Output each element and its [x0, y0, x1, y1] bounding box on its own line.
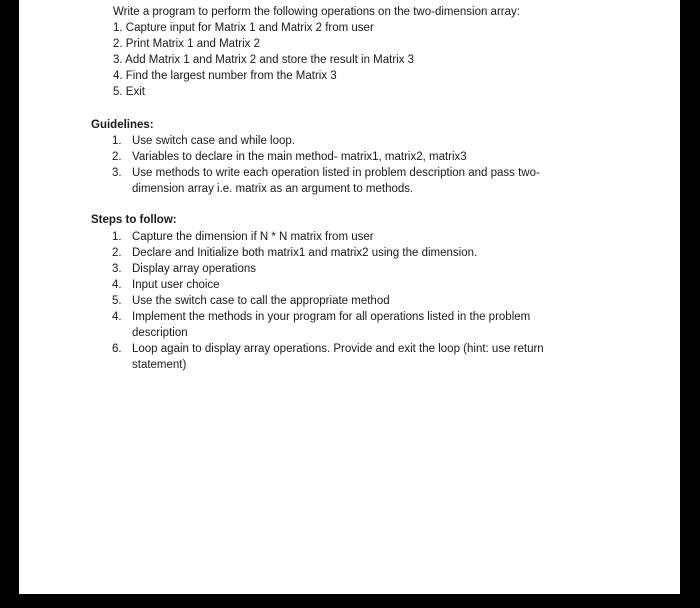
- step-item: [112, 229, 582, 245]
- step-item: [112, 309, 582, 341]
- step-item: [112, 341, 582, 373]
- guideline-number: 1.: [112, 135, 122, 147]
- step-text: Use the switch case to call the appropriate method: [132, 295, 390, 307]
- step-text: Display array operations: [132, 263, 257, 275]
- steps-heading: Steps to follow:: [91, 214, 177, 226]
- intro-text: Write a program to perform the following operations on the two-dimension array:: [113, 6, 520, 18]
- guideline-item: [112, 133, 582, 149]
- step-text: Implement the methods in your program for all operations listed in the problem description: [132, 311, 531, 339]
- steps-list: [112, 229, 582, 373]
- guideline-item: [112, 149, 582, 165]
- guideline-text: Variables to declare in the main method- matrix1, matrix2, matrix3: [132, 151, 467, 163]
- step-number: 1.: [112, 231, 122, 243]
- step-item: [112, 277, 582, 293]
- step-number: 2.: [112, 247, 122, 259]
- guideline-number: 3.: [112, 167, 122, 179]
- step-number: 4.: [112, 311, 122, 323]
- operation-item: 2. Print Matrix 1 and Matrix 2: [113, 38, 260, 50]
- guidelines-heading: Guidelines:: [91, 119, 154, 131]
- intro-section: [113, 4, 673, 100]
- guidelines-list: [112, 133, 582, 197]
- guideline-text: Use switch case and while loop.: [132, 135, 295, 147]
- step-item: [112, 261, 582, 277]
- guideline-text: Use methods to write each operation listed in problem description and pass two-dimension array i.e. matrix as an argument to methods.: [132, 167, 540, 195]
- guideline-number: 2.: [112, 151, 122, 163]
- operation-item: 4. Find the largest number from the Matrix 3: [113, 70, 337, 82]
- operations-list: [113, 20, 673, 100]
- operation-item: 5. Exit: [113, 86, 145, 98]
- step-text: Loop again to display array operations. Provide and exit the loop (hint: use return statement): [132, 343, 544, 371]
- guideline-item: [112, 165, 582, 197]
- step-text: Capture the dimension if N * N matrix from user: [132, 231, 374, 243]
- step-item: [112, 293, 582, 309]
- step-number: 3.: [112, 263, 122, 275]
- step-number: 5.: [112, 295, 122, 307]
- step-number: 4.: [112, 279, 122, 291]
- operation-item: 1. Capture input for Matrix 1 and Matrix 2 from user: [113, 22, 374, 34]
- operation-item: 3. Add Matrix 1 and Matrix 2 and store the result in Matrix 3: [113, 54, 415, 66]
- step-number: 6.: [112, 343, 122, 355]
- step-text: Declare and Initialize both matrix1 and matrix2 using the dimension.: [132, 247, 478, 259]
- step-item: [112, 245, 582, 261]
- step-text: Input user choice: [132, 279, 220, 291]
